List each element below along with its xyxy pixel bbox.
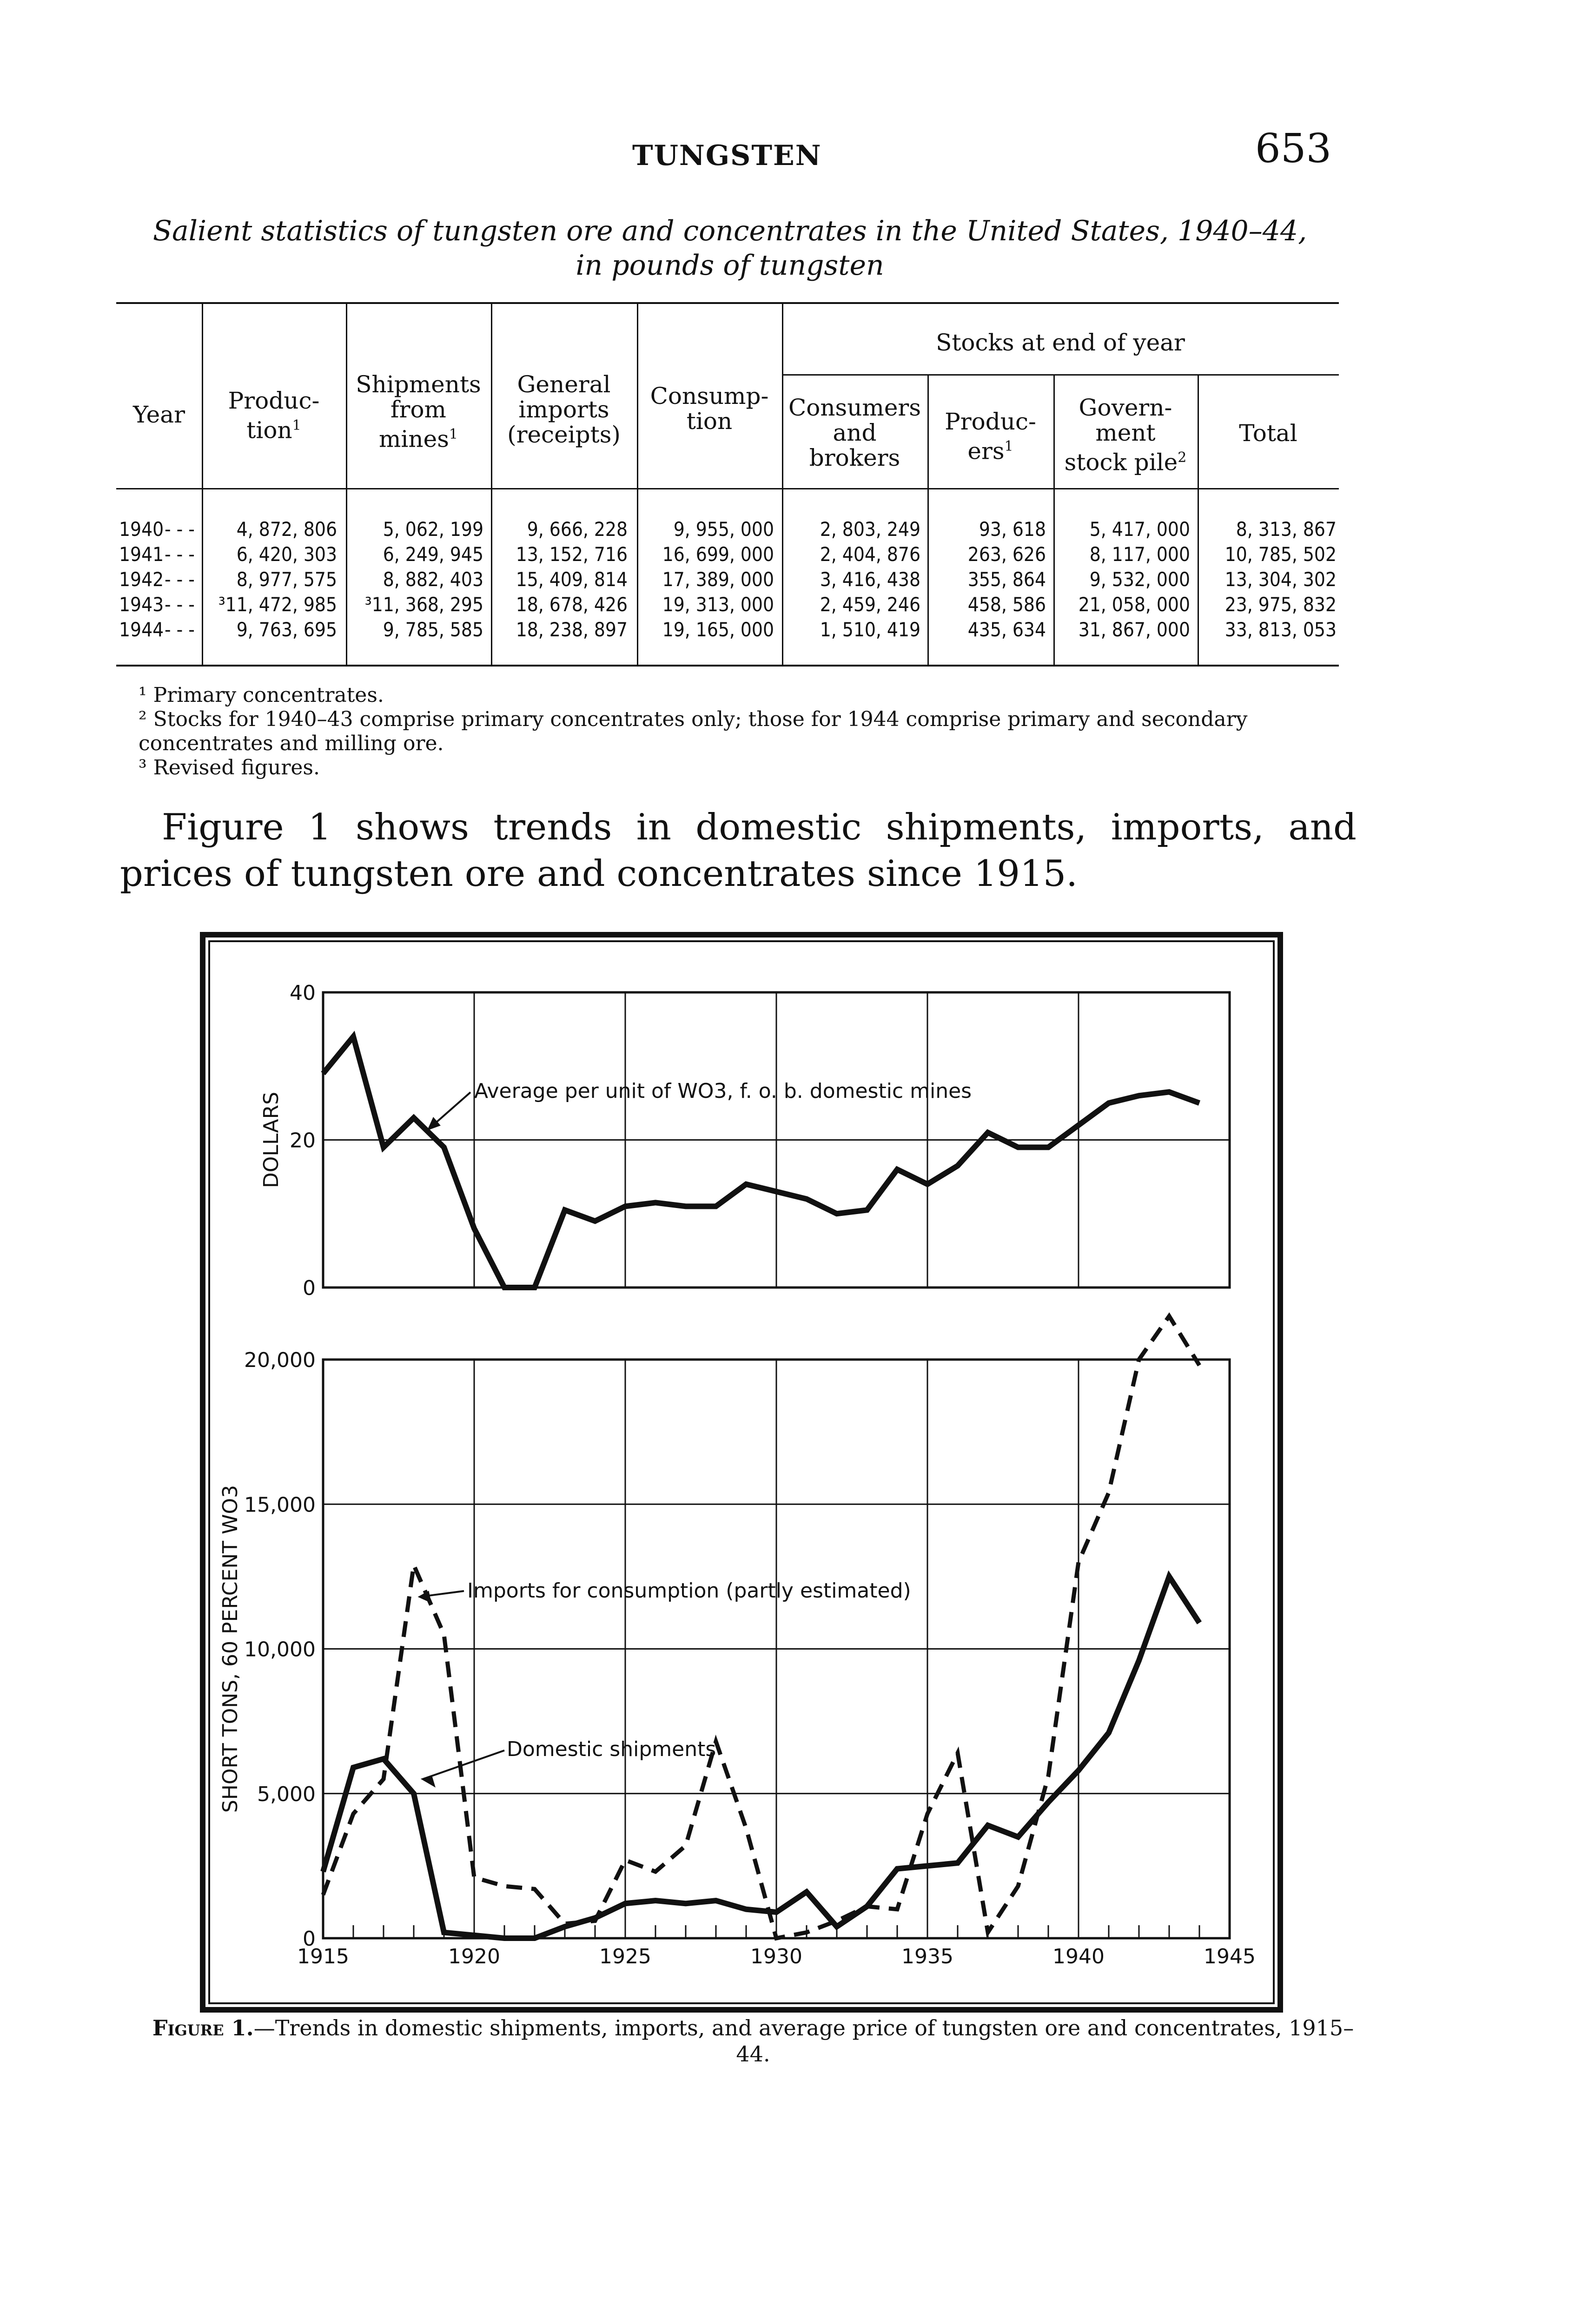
header-shipments: Shipments from mines$^1$ — [356, 371, 481, 453]
table-cell-total: 8, 313, 867 — [1236, 518, 1337, 541]
annotation-leader — [423, 1750, 505, 1779]
table-cell-total: 33, 813, 053 — [1224, 618, 1337, 641]
header-total: Total — [1239, 420, 1297, 447]
table-cell-shipments: 8, 882, 403 — [383, 568, 483, 591]
y-tick-label: 40 — [290, 981, 316, 1005]
x-tick-label: 1945 — [1204, 1945, 1256, 1968]
series-annotation-label: Domestic shipments — [507, 1737, 716, 1761]
x-tick-label: 1920 — [448, 1945, 500, 1968]
stocks-group-header: Stocks at end of year — [936, 329, 1185, 356]
series-annotation-label: Imports for consumption (partly estimated) — [467, 1579, 911, 1603]
table-cell-government: 31, 867, 000 — [1078, 618, 1190, 641]
y-tick-label: 0 — [303, 1276, 316, 1300]
table-cell-year: 1941 — [119, 543, 164, 566]
table-cell-producers: 458, 586 — [967, 593, 1046, 616]
figure-caption-lead: Figure 1. — [152, 2015, 254, 2040]
series-annotation-label: Average per unit of WO3, f. o. b. domestic mines — [474, 1079, 972, 1103]
header-year: Year — [133, 401, 185, 428]
table-cell-consumers: 2, 459, 246 — [820, 593, 920, 616]
table-cell-producers: 435, 634 — [967, 618, 1046, 641]
y-tick-label: 15,000 — [244, 1493, 316, 1517]
year-leader: - - - — [165, 568, 195, 591]
table-cell-consumers: 3, 416, 438 — [820, 568, 920, 591]
table-cell-imports: 15, 409, 814 — [516, 568, 628, 591]
y-tick-label: 0 — [303, 1927, 316, 1951]
y-tick-label: 20,000 — [244, 1348, 316, 1372]
year-leader: - - - — [165, 518, 195, 541]
y-tick-label: 20 — [290, 1129, 316, 1153]
table-cell-year: 1940 — [119, 518, 164, 541]
header-imports: General imports (receipts) — [507, 371, 621, 448]
header-production: Produc- tion$^1$ — [228, 387, 320, 444]
series-line-0 — [323, 1316, 1199, 1938]
series-line-0 — [323, 1037, 1199, 1287]
table-cell-shipments: 6, 249, 945 — [383, 543, 483, 566]
table-cell-shipments: 5, 062, 199 — [383, 518, 483, 541]
table-cell-government: 9, 532, 000 — [1089, 568, 1190, 591]
x-tick-label: 1940 — [1052, 1945, 1105, 1968]
table-caption-line1: Salient statistics of tungsten ore and concentrates in the United States, 1940–44, — [152, 215, 1307, 247]
table-cell-imports: 9, 666, 228 — [527, 518, 628, 541]
table-cell-shipments: ³11, 368, 295 — [364, 593, 483, 616]
page-number: 653 — [1255, 125, 1332, 172]
footnote-3: ³ Revised figures. — [139, 756, 320, 779]
table-cell-consumption: 9, 955, 000 — [673, 518, 774, 541]
header-consumers-brokers: Consumers and brokers — [788, 394, 921, 471]
x-tick-label: 1935 — [901, 1945, 953, 1968]
table-cell-production: 4, 872, 806 — [236, 518, 337, 541]
table-cell-producers: 263, 626 — [967, 543, 1046, 566]
body-paragraph: Figure 1 shows trends in domestic shipments, imports, and prices of tungsten ore and concentrates since 1915. — [120, 806, 1357, 895]
table-cell-production: 8, 977, 575 — [236, 568, 337, 591]
price-chart — [259, 981, 1230, 1300]
table-cell-shipments: 9, 785, 585 — [383, 618, 483, 641]
y-axis-label: DOLLARS — [259, 1091, 283, 1188]
footnote-2: ² Stocks for 1940–43 comprise primary concentrates only; those for 1944 comprise primary and secondary concentrates and milling ore. — [139, 707, 1248, 755]
table-cell-consumption: 19, 165, 000 — [662, 618, 774, 641]
table-cell-government: 21, 058, 000 — [1078, 593, 1190, 616]
table-cell-consumption: 17, 389, 000 — [662, 568, 774, 591]
annotation-arrowhead — [420, 1592, 430, 1601]
table-cell-consumption: 16, 699, 000 — [662, 543, 774, 566]
figure-caption — [139, 2015, 1367, 2067]
table-cell-imports: 18, 678, 426 — [516, 593, 628, 616]
table-cell-imports: 18, 238, 897 — [516, 618, 628, 641]
table-cell-government: 5, 417, 000 — [1089, 518, 1190, 541]
table-cell-producers: 355, 864 — [967, 568, 1046, 591]
table-cell-year: 1944 — [119, 618, 164, 641]
table-cell-year: 1943 — [119, 593, 164, 616]
table-cell-consumers: 2, 803, 249 — [820, 518, 920, 541]
x-tick-label: 1925 — [599, 1945, 651, 1968]
header-producers: Produc- ers$^1$ — [945, 408, 1036, 465]
table-caption-line2: in pounds of tungsten — [576, 249, 884, 282]
tonnage-chart — [218, 1316, 1256, 1968]
header-consumption: Consump- tion — [650, 383, 769, 435]
year-leader: - - - — [165, 618, 195, 641]
year-leader: - - - — [165, 593, 195, 616]
y-tick-label: 10,000 — [244, 1637, 316, 1662]
table-cell-imports: 13, 152, 716 — [516, 543, 628, 566]
table-cell-consumers: 2, 404, 876 — [820, 543, 920, 566]
footnote-1: ¹ Primary concentrates. — [139, 683, 384, 707]
table-cell-year: 1942 — [119, 568, 164, 591]
table-cell-total: 23, 975, 832 — [1224, 593, 1337, 616]
figure-caption-text: —Trends in domestic shipments, imports, and average price of tungsten ore and concentrates, 1915–44. — [253, 2015, 1354, 2067]
annotation-arrowhead — [423, 1776, 434, 1786]
y-tick-label: 5,000 — [257, 1782, 316, 1806]
table-cell-total: 13, 304, 302 — [1224, 568, 1337, 591]
x-tick-label: 1930 — [750, 1945, 802, 1968]
table-cell-producers: 93, 618 — [979, 518, 1046, 541]
header-government-stock-pile: Govern- ment stock pile$^2$ — [1064, 394, 1187, 476]
table-cell-consumers: 1, 510, 419 — [820, 618, 920, 641]
y-axis-label: SHORT TONS, 60 PERCENT WO3 — [218, 1485, 242, 1813]
table-cell-total: 10, 785, 502 — [1224, 543, 1337, 566]
table-cell-production: 6, 420, 303 — [236, 543, 337, 566]
year-leader: - - - — [165, 543, 195, 566]
running-head: TUNGSTEN — [632, 139, 822, 172]
table-cell-production: ³11, 472, 985 — [218, 593, 337, 616]
x-tick-label: 1915 — [297, 1945, 349, 1968]
table-cell-government: 8, 117, 000 — [1089, 543, 1190, 566]
table-cell-production: 9, 763, 695 — [236, 618, 337, 641]
table-cell-consumption: 19, 313, 000 — [662, 593, 774, 616]
